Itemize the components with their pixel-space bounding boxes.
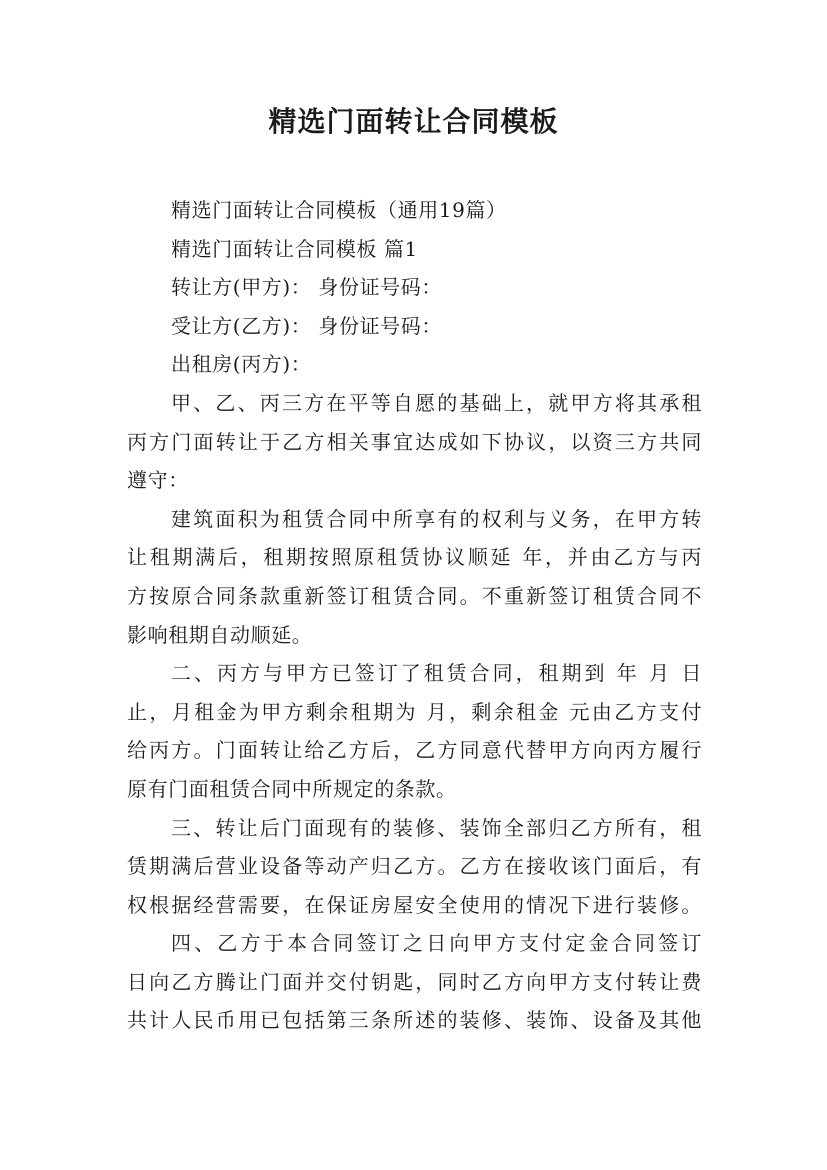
paragraph-line: 给丙方。门面转让给乙方后，乙方同意代替甲方向丙方履行 bbox=[127, 738, 702, 763]
paragraph-line: 止，月租金为甲方剩余租期为 月，剩余租金 元由乙方支付 bbox=[127, 699, 702, 724]
paragraph-line: 赁期满后营业设备等动产归乙方。乙方在接收该门面后，有 bbox=[127, 854, 702, 879]
paragraph-line: 方按原合同条款重新签订租赁合同。不重新签订租赁合同不 bbox=[127, 583, 702, 608]
paragraph-line: 四、乙方于本合同签订之日向甲方支付定金合同签订 bbox=[171, 931, 702, 956]
party-b-line: 受让方(乙方)： 身份证号码： bbox=[171, 313, 442, 338]
section-heading: 精选门面转让合同模板 篇1 bbox=[171, 236, 418, 261]
document-title: 精选门面转让合同模板 bbox=[268, 105, 559, 138]
paragraph-line: 日向乙方腾让门面并交付钥匙，同时乙方向甲方支付转让费 bbox=[127, 969, 702, 994]
party-a-line: 转让方(甲方)： 身份证号码： bbox=[171, 275, 442, 300]
paragraph-line: 建筑面积为租赁合同中所享有的权利与义务，在甲方转 bbox=[171, 506, 702, 531]
paragraph-line: 三、转让后门面现有的装修、装饰全部归乙方所有，租 bbox=[171, 815, 702, 840]
paragraph-line: 共计人民币用已包括第三条所述的装修、装饰、设备及其他 bbox=[127, 1008, 702, 1033]
document-body bbox=[127, 191, 702, 1040]
paragraph-line: 遵守： bbox=[127, 468, 189, 493]
paragraph-line: 二、丙方与甲方已签订了租赁合同，租期到 年 月 日 bbox=[171, 661, 702, 686]
paragraph-line: 影响租期自动顺延。 bbox=[127, 622, 313, 647]
paragraph-line: 让租期满后，租期按照原租赁协议顺延 年，并由乙方与丙 bbox=[127, 545, 702, 570]
subtitle-line: 精选门面转让合同模板（通用19篇） bbox=[171, 198, 507, 222]
paragraph-line: 丙方门面转让于乙方相关事宜达成如下协议，以资三方共同 bbox=[127, 429, 702, 454]
paragraph-line: 权根据经营需要，在保证房屋安全使用的情况下进行装修。 bbox=[127, 892, 702, 917]
paragraph-line: 原有门面租赁合同中所规定的条款。 bbox=[127, 776, 457, 801]
paragraph-line: 甲、乙、丙三方在平等自愿的基础上，就甲方将其承租 bbox=[171, 390, 702, 415]
party-c-line: 出租房(丙方)： bbox=[171, 352, 312, 377]
